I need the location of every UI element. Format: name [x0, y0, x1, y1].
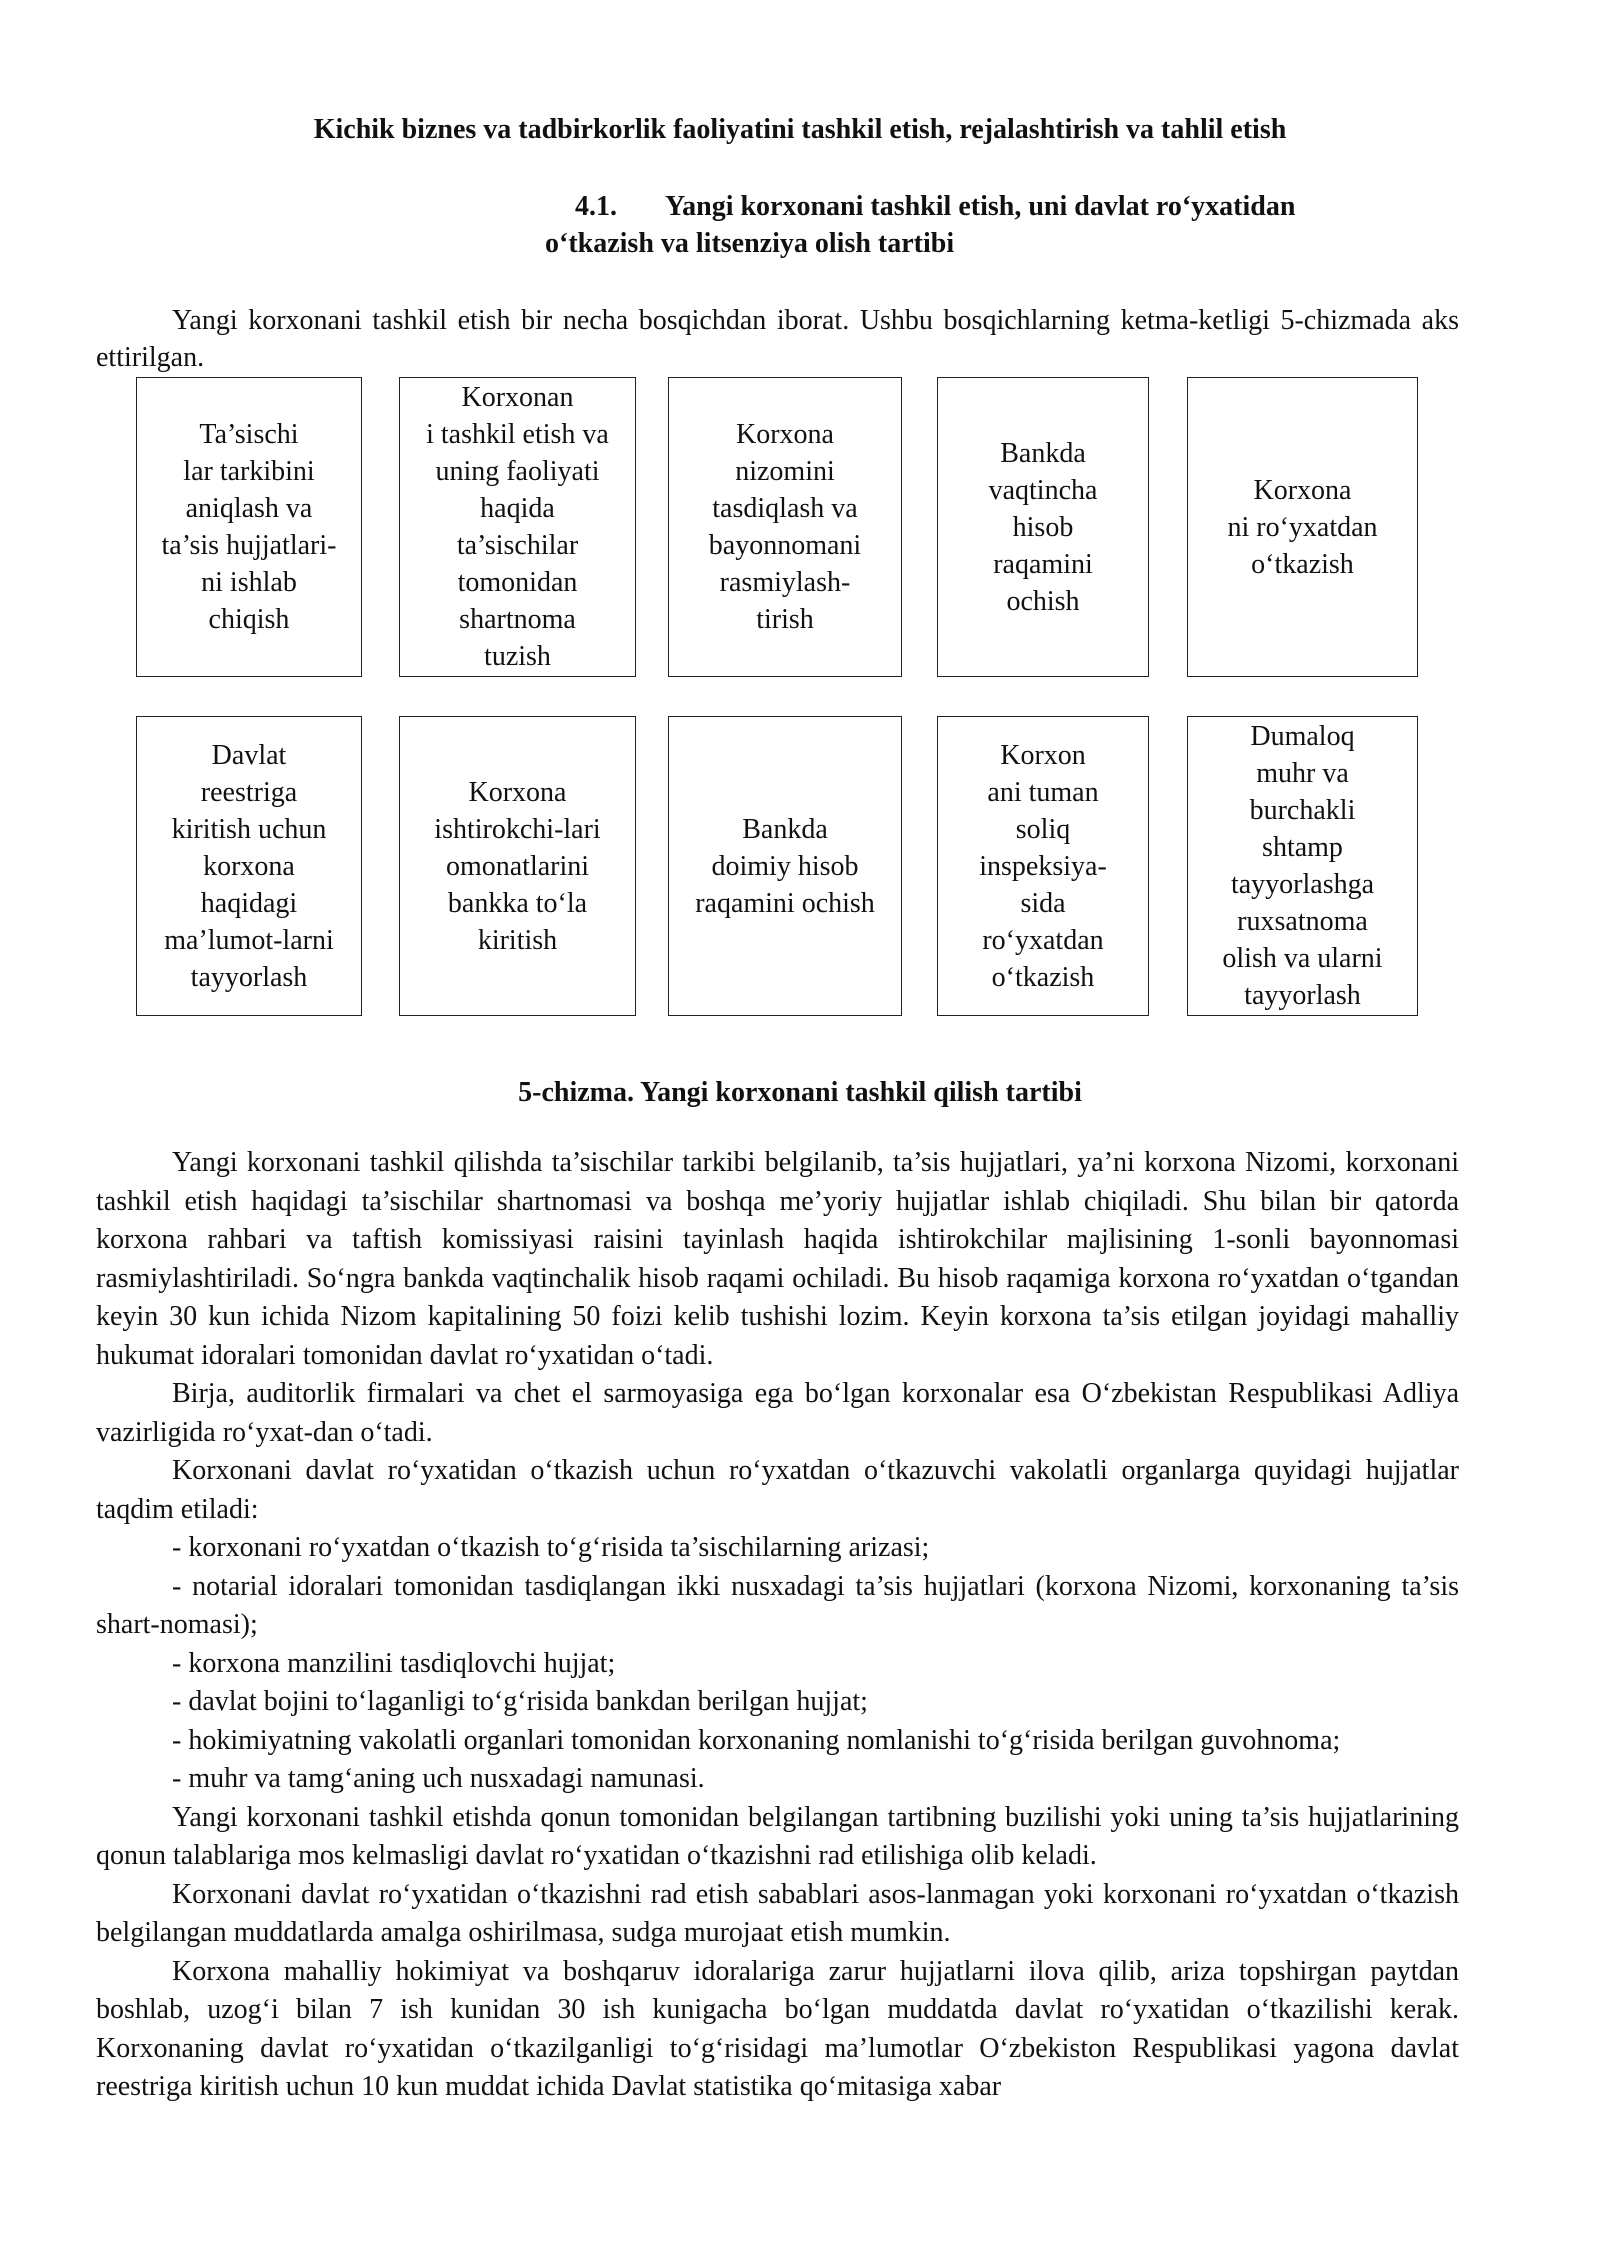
diagram-box-1-3: Korxona nizomini tasdiqlash va bayonnomani rasmiylash- tirish — [668, 377, 902, 677]
diagram-box-1-1: Ta’sischi lar tarkibini aniqlash va ta’sis hujjatlari- ni ishlab chiqish — [136, 377, 362, 677]
section-title-line2: o‘tkazish va litsenziya olish tartibi — [545, 228, 955, 259]
list-item: - muhr va tamg‘aning uch nusxadagi namunasi. — [172, 1763, 705, 1794]
paragraph: Korxonani davlat ro‘yxatidan o‘tkazishni rad etish sabablari asos-lanmagan yoki korxonani ro‘yxatdan o‘tkazish belgilangan muddatlarda amalga oshirilmasa, sudga murojaat etish mumkin. — [96, 1878, 1459, 1948]
list-item: - davlat bojini to‘laganligi to‘g‘risida bankdan berilgan hujjat; — [172, 1686, 868, 1717]
section-number: 4.1. — [575, 191, 617, 222]
diagram-box-2-2: Korxona ishtirokchi-lari omonatlarini bankka to‘la kiritish — [399, 716, 636, 1016]
intro-paragraph: Yangi korxonani tashkil etish bir necha bosqichdan iborat. Ushbu bosqichlarning ketma-ketligi 5-chizmada aks ettirilgan. — [96, 305, 1459, 373]
list-item: - hokimiyatning vakolatli organlari tomonidan korxonaning nomlanishi to‘g‘risida berilgan guvohnoma; — [172, 1724, 1341, 1756]
section-title-line1: Yangi korxonani tashkil etish, uni davlat ro‘yxatidan — [665, 191, 1296, 222]
list-item: - korxonani ro‘yxatdan o‘tkazish to‘g‘risida ta’sischilarning arizasi; — [172, 1532, 930, 1563]
body-text — [96, 1144, 1459, 2107]
paragraph: Korxonani davlat ro‘yxatidan o‘tkazish uchun ro‘yxatdan o‘tkazuvchi vakolatli organlarga quyidagi hujjatlar taqdim etiladi: — [96, 1455, 1459, 1525]
list-item: - notarial idoralari tomonidan tasdiqlangan ikki nusxadagi ta’sis hujjatlari (korxona Nizomi, korxonaning ta’sis shart-nomasi); — [96, 1570, 1459, 1640]
paragraph: Birja, auditorlik firmalari va chet el sarmoyasiga ega bo‘lgan korxonalar esa O‘zbekistan Respublikasi Adliya vazirligida ro‘yxat-dan o‘tadi. — [96, 1378, 1459, 1448]
diagram-box-2-5: Dumaloq muhr va burchakli shtamp tayyorlashga ruxsatnoma olish va ularni tayyorlash — [1187, 716, 1418, 1016]
diagram-box-1-5: Korxona ni ro‘yxatdan o‘tkazish — [1187, 377, 1418, 677]
diagram-box-1-4: Bankda vaqtincha hisob raqamini ochish — [937, 377, 1149, 677]
section-title — [545, 188, 1475, 262]
paragraph: Yangi korxonani tashkil etishda qonun tomonidan belgilangan tartibning buzilishi yoki uning ta’sis hujjatlarining qonun talablariga mos kelmasligi davlat ro‘yxatidan o‘tkazishni rad etilishiga olib keladi. — [96, 1801, 1459, 1871]
figure-caption: 5-chizma. Yangi korxonani tashkil qilish tartibi — [518, 1077, 1082, 1108]
paragraph: Yangi korxonani tashkil qilishda ta’sischilar tarkibi belgilanib, ta’sis hujjatlari, ya’ni korxona Nizomi, korxonani tashkil etish haqidagi ta’sischilar shartnomasi va boshqa me’yoriy hujjatlar ishlab chiqiladi. Shu bilan bir qatorda korxona rahbari va taftish komissiyasi raisini tayinlash haqida ishtirokchilar majlisining 1-sonli bayonnomasi rasmiylashtiriladi. So‘ngra bankda vaqtinchalik hisob raqami ochiladi. Bu hisob raqamiga korxona ro‘yxatdan o‘tgandan keyin 30 kun ichida Nizom kapitalining 50 foizi kelib tushishi lozim. Keyin korxona ta’sis etilgan joyidagi mahalliy hukumat idoralari tomonidan davlat ro‘yxatidan o‘tadi. — [96, 1147, 1459, 1371]
paragraph: Korxona mahalliy hokimiyat va boshqaruv idoralariga zarur hujjatlarni ilova qilib, ariza topshirgan paytdan boshlab, uzog‘i bilan 7 ish kunidan 30 ish kunigacha bo‘lgan muddatda davlat ro‘yxatidan o‘tkazilishi kerak. Korxonaning davlat ro‘yxatidan o‘tkazilganligi to‘g‘risidagi ma’lumotlar O‘zbekiston Respublikasi yagona davlat reestriga kiritish uchun 10 kun muddat ichida Davlat statistika qo‘mitasiga xabar — [96, 1955, 1459, 2102]
diagram-box-1-2: Korxonan i tashkil etish va uning faoliyati haqida ta’sischilar tomonidan shartnoma tuzish — [399, 377, 636, 677]
chapter-heading: Kichik biznes va tadbirkorlik faoliyatini tashkil etish, rejalashtirish va tahlil etish — [313, 114, 1287, 145]
diagram-box-2-3: Bankda doimiy hisob raqamini ochish — [668, 716, 902, 1016]
diagram-box-2-1: Davlat reestriga kiritish uchun korxona haqidagi ma’lumot-larni tayyorlash — [136, 716, 362, 1016]
diagram-box-2-4: Korxon ani tuman soliq inspeksiya- sida ro‘yxatdan o‘tkazish — [937, 716, 1149, 1016]
list-item: - korxona manzilini tasdiqlovchi hujjat; — [172, 1647, 616, 1679]
